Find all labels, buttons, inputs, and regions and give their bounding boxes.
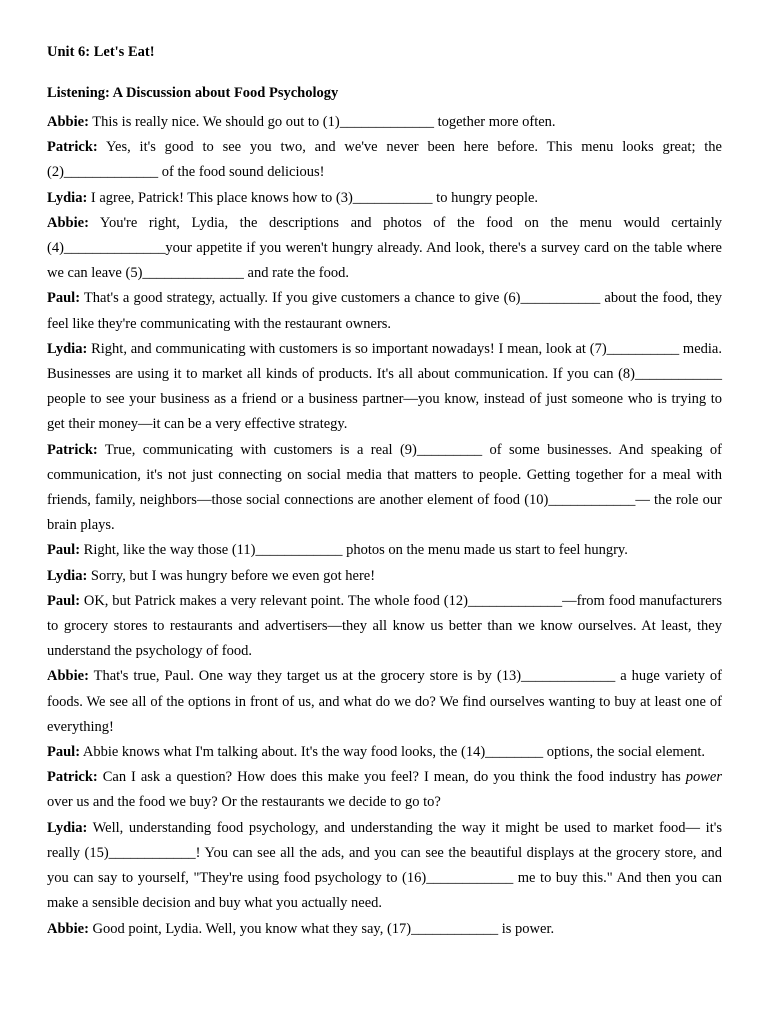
speaker-name: Patrick:	[47, 441, 98, 458]
dialogue-line	[47, 740, 722, 765]
dialogue-line	[47, 135, 722, 185]
speaker-name: Lydia:	[47, 819, 88, 836]
dialogue-text: Right, like the way those (11)____________ photos on the menu made us start to feel hungry.	[80, 542, 628, 559]
speaker-name: Paul:	[47, 592, 81, 609]
dialogue-line	[47, 186, 722, 211]
dialogue-text: This is really nice. We should go out to (1)_____________ together more often.	[88, 114, 556, 130]
dialogue-text: Abbie knows what I'm talking about. It's the way food looks, the (14)________ options, the social element.	[80, 744, 706, 761]
dialogue-text: I agree, Patrick! This place knows how to (3)___________ to hungry people.	[87, 189, 539, 206]
speaker-name: Abbie:	[47, 920, 89, 937]
dialogue-text: over us and the food we buy? Or the restaurants we decide to go to?	[47, 794, 441, 811]
dialogue-text: That's a good strategy, actually. If you give customers a chance to give (6)___________ about the food, they feel like they're communicating with the restaurant owners.	[47, 290, 722, 332]
dialogue-line	[47, 589, 722, 665]
dialogue-line	[47, 337, 722, 438]
unit-title: Unit 6: Let's Eat!	[47, 44, 155, 60]
speaker-name: Lydia:	[47, 567, 88, 584]
dialogue-text: Well, understanding food psychology, and understanding the way it might be used to market food— it's really (15)____________! You can see all the ads, and you can see the beautiful displays at the grocery store, and you can say to yourself, "They're using food psychology to (16)____________ me to buy this." And then you can make a sensible decision and buy what you actually need.	[47, 819, 722, 912]
emphasized-word: power	[685, 769, 722, 786]
dialogue-line	[47, 211, 722, 287]
speaker-name: Patrick:	[47, 139, 98, 156]
dialogue-line	[47, 765, 722, 815]
dialogue-transcript	[47, 110, 722, 942]
speaker-name: Lydia:	[47, 189, 88, 206]
speaker-name: Abbie:	[47, 114, 89, 130]
speaker-name: Paul:	[47, 744, 81, 761]
dialogue-line	[47, 286, 722, 336]
dialogue-line	[47, 438, 722, 539]
dialogue-text: You're right, Lydia, the descriptions and photos of the food on the menu would certainly (4)______________your appetite if you weren't hungry already. And look, there's a survey card on the table where we can leave (5)______________ and rate the food.	[47, 214, 722, 282]
speaker-name: Abbie:	[47, 214, 89, 231]
speaker-name: Abbie:	[47, 668, 89, 685]
speaker-name: Paul:	[47, 542, 81, 559]
dialogue-text: Good point, Lydia. Well, you know what they say, (17)____________ is power.	[88, 920, 555, 937]
speaker-name: Lydia:	[47, 340, 88, 357]
dialogue-line	[47, 664, 722, 740]
dialogue-line	[47, 917, 722, 942]
dialogue-text: True, communicating with customers is a real (9)_________ of some businesses. And speaking of communication, it's not just connecting on social media that matters to people. Getting together for a meal with friends, family, neighbors—those social connections are another element of food (10)____________— the role our brain plays.	[47, 441, 722, 534]
speaker-name: Patrick:	[47, 769, 98, 786]
dialogue-text: Can I ask a question? How does this make you feel? I mean, do you think the food industry has	[97, 769, 686, 786]
dialogue-line	[47, 816, 722, 917]
dialogue-text: Sorry, but I was hungry before we even got here!	[87, 567, 376, 584]
dialogue-line	[47, 110, 722, 135]
dialogue-text: OK, but Patrick makes a very relevant point. The whole food (12)_____________—from food manufacturers to grocery stores to restaurants and advertisers—they all know us better than we know ourselves. At least, they understand the psychology of food.	[47, 592, 722, 660]
dialogue-line	[47, 564, 722, 589]
dialogue-text: Right, and communicating with customers is so important nowadays! I mean, look at (7)__________ media. Businesses are using it to market all kinds of products. It's all about communication. If you can (8)____________ people to see your business as a friend or a business partner—you know, instead of just someone who is trying to get their money—it can be a very effective strategy.	[47, 340, 722, 433]
section-title: Listening: A Discussion about Food Psychology	[47, 85, 339, 101]
speaker-name: Paul:	[47, 290, 81, 307]
dialogue-text: That's true, Paul. One way they target us at the grocery store is by (13)_____________ a huge variety of foods. We see all of the options in front of us, and what do we do? We find ourselves wanting to buy at least one of everything!	[47, 668, 722, 735]
dialogue-text: Yes, it's good to see you two, and we've never been here before. This menu looks great; the (2)_____________ of the food sound delicious!	[47, 139, 722, 181]
dialogue-line	[47, 538, 722, 563]
